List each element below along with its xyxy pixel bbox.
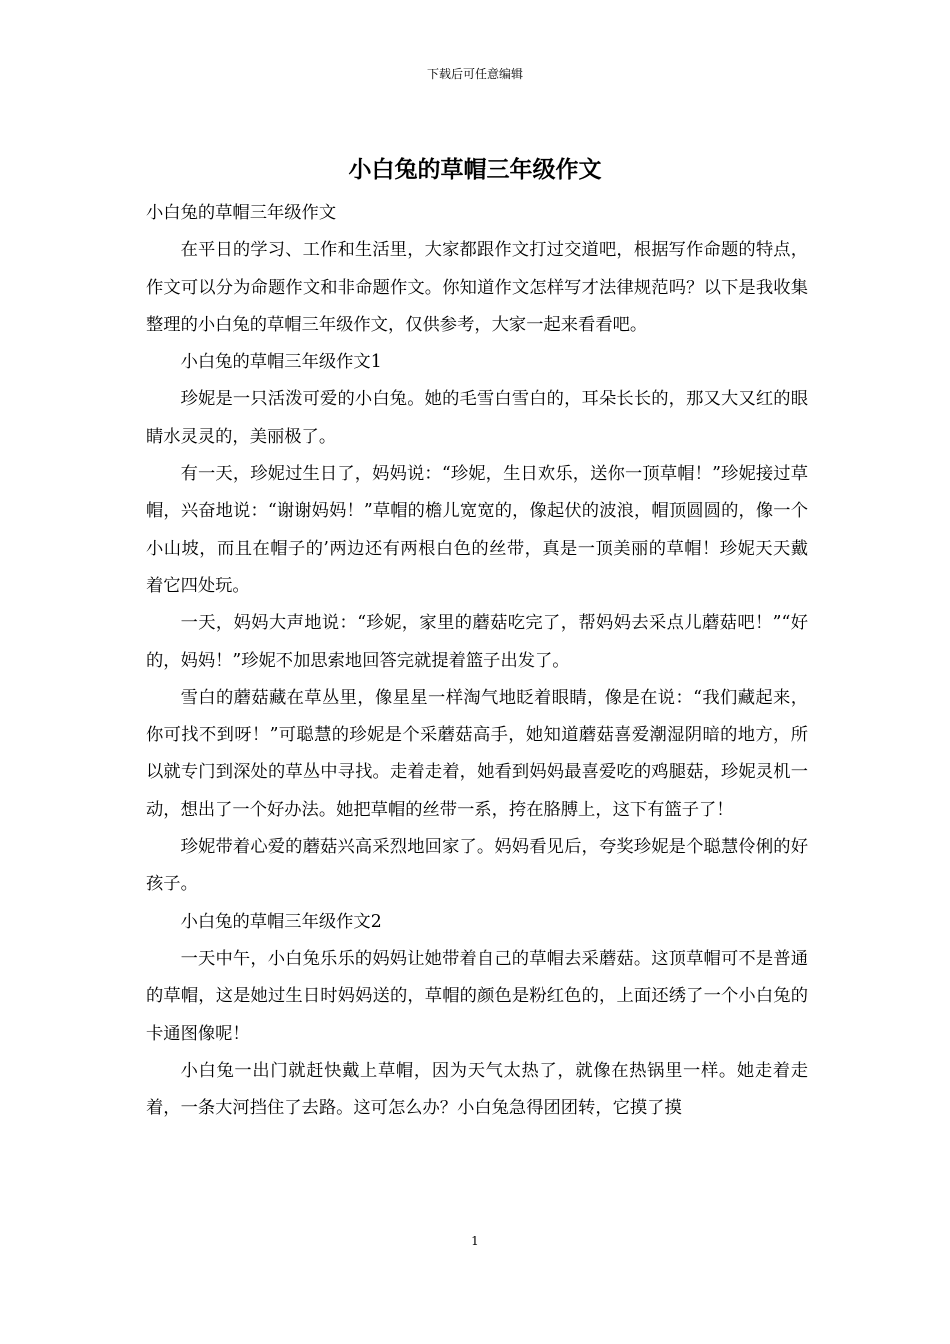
body-paragraph: 珍妮是一只活泼可爱的小白兔。她的毛雪白雪白的，耳朵长长的，那又大又红的眼睛水灵灵的，美丽极了。: [146, 389, 808, 447]
section-heading-2: 小白兔的草帽三年级作文2: [180, 911, 382, 932]
subtitle-paragraph: 小白兔的草帽三年级作文: [146, 203, 337, 223]
section-heading-1: 小白兔的草帽三年级作文1: [180, 352, 382, 373]
page-number: 1: [471, 1234, 479, 1248]
body-paragraph: 雪白的蘑菇藏在草丛里，像星星一样淘气地眨着眼睛，像是在说：“我们藏起来，你可找不到呀！”可聪慧的珍妮是个采蘑菇高手，她知道蘑菇喜爱潮湿阴暗的地方，所以就专门到深处的草丛中寻找。走着走着，她看到妈妈最喜爱吃的鸡腿菇，珍妮灵机一动，想出了一个好办法。她把草帽的丝带一系，挎在胳膊上，这下有篮子了！: [146, 687, 808, 820]
body-paragraph: 一天中午，小白兔乐乐的妈妈让她带着自己的草帽去采蘑菇。这顶草帽可不是普通的草帽，这是她过生日时妈妈送的，草帽的颜色是粉红色的，上面还绣了一个小白兔的卡通图像呢！: [146, 948, 808, 1044]
intro-paragraph: 在平日的学习、工作和生活里，大家都跟作文打过交道吧，根据写作命题的特点，作文可以分为命题作文和非命题作文。你知道作文怎样写才法律规范吗？以下是我收集整理的小白兔的草帽三年级作文，仅供参考，大家一起来看看吧。: [146, 240, 808, 335]
body-paragraph: 一天，妈妈大声地说：“珍妮，家里的蘑菇吃完了，帮妈妈去采点儿蘑菇吧！”“好的，妈妈！”珍妮不加思索地回答完就提着篮子出发了。: [146, 613, 808, 671]
body-paragraph: 珍妮带着心爱的蘑菇兴高采烈地回家了。妈妈看见后，夸奖珍妮是个聪慧伶俐的好孩子。: [146, 837, 808, 895]
page-header: 下载后可任意编辑: [426, 67, 523, 81]
body-paragraph: 有一天，珍妮过生日了，妈妈说：“珍妮，生日欢乐，送你一顶草帽！”珍妮接过草帽，兴奋地说：“谢谢妈妈！”草帽的檐儿宽宽的，像起伏的波浪，帽顶圆圆的，像一个小山坡，而且在帽子的’两边还有两根白色的丝带，真是一顶美丽的草帽！珍妮天天戴着它四处玩。: [146, 464, 808, 596]
body-paragraph: 小白兔一出门就赶快戴上草帽，因为天气太热了，就像在热锅里一样。她走着走着，一条大河挡住了去路。这可怎么办？小白兔急得团团转，它摸了摸: [146, 1060, 808, 1119]
document-body: [146, 195, 808, 1127]
document-title: 小白兔的草帽三年级作文: [348, 156, 602, 183]
